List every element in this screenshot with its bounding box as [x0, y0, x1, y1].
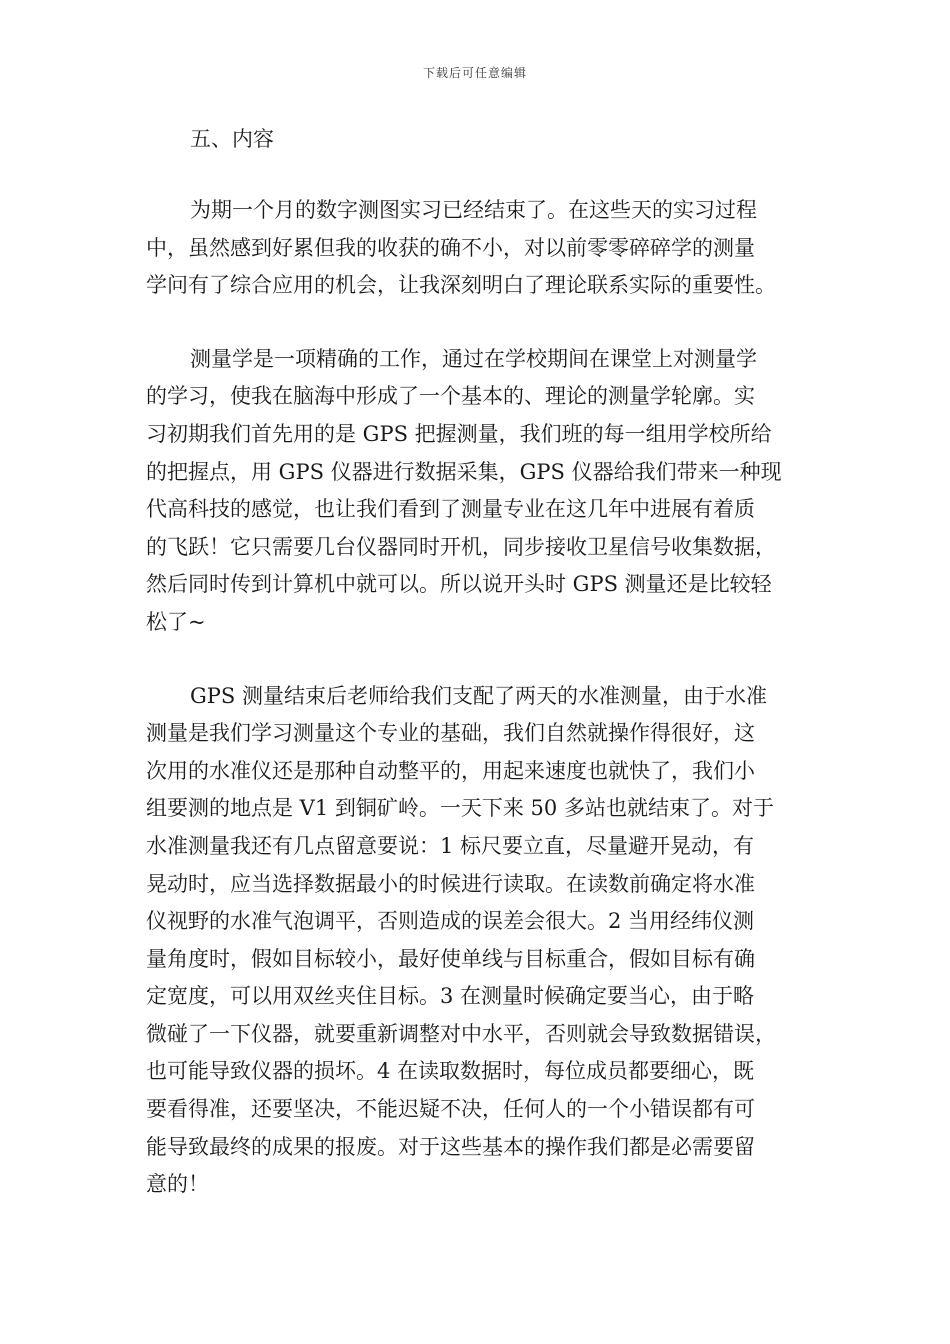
page-header: 下载后可任意编辑 — [422, 66, 527, 80]
spacer — [146, 642, 810, 678]
paragraph-line: 微碰了一下仪器，就要重新调整对中水平，否则就会导致数据错误， — [146, 1021, 776, 1046]
paragraph-line: 学问有了综合应用的机会，让我深刻明白了理论联系实际的重要性。 — [146, 273, 776, 298]
paragraph-line: 代高科技的感觉，也让我们看到了测量专业在这几年中进展有着质 — [146, 497, 755, 522]
paragraph-3 — [146, 678, 810, 1204]
paragraph-line: GPS 测量结束后老师给我们支配了两天的水准测量，由于水准 — [190, 683, 767, 708]
document-body — [146, 120, 810, 1204]
paragraph-line: 的飞跃！它只需要几台仪器同时开机，同步接收卫星信号收集数据， — [146, 534, 776, 559]
paragraph-1 — [146, 192, 810, 305]
paragraph-line: 中，虽然感到好累但我的收获的确不小，对以前零零碎碎学的测量 — [146, 235, 755, 260]
section-heading: 五、内容 — [190, 127, 274, 151]
paragraph-line: 测量学是一项精确的工作，通过在学校期间在课堂上对测量学 — [190, 346, 757, 371]
paragraph-line: 定宽度，可以用双丝夹住目标。3 在测量时候确定要当心，由于略 — [146, 984, 755, 1009]
paragraph-line: 要看得准，还要坚决，不能迟疑不决，任何人的一个小错误都有可 — [146, 1097, 755, 1122]
paragraph-line: 的把握点，用 GPS 仪器进行数据采集，GPS 仪器给我们带来一种现 — [146, 459, 782, 484]
paragraph-line: 意的！ — [146, 1172, 209, 1197]
spacer — [146, 158, 810, 192]
paragraph-line: 仪视野的水准气泡调平，否则造成的误差会很大。2 当用经纬仪测 — [146, 909, 755, 934]
paragraph-line: 为期一个月的数字测图实习已经结束了。在这些天的实习过程 — [190, 198, 757, 222]
paragraph-line: 松了~ — [146, 609, 206, 634]
paragraph-line: 习初期我们首先用的是 GPS 把握测量，我们班的每一组用学校所给 — [146, 421, 772, 446]
paragraph-line: 然后同时传到计算机中就可以。所以说开头时 GPS 测量还是比较轻 — [146, 572, 772, 597]
paragraph-line: 的学习，使我在脑海中形成了一个基本的、理论的测量学轮廓。实 — [146, 384, 755, 409]
paragraph-line: 水准测量我还有几点留意要说：1 标尺要立直，尽量避开晃动，有 — [146, 833, 755, 858]
paragraph-line: 晃动时，应当选择数据最小的时候进行读取。在读数前确定将水准 — [146, 871, 755, 896]
paragraph-line: 次用的水准仪还是那种自动整平的，用起来速度也就快了，我们小 — [146, 758, 755, 783]
paragraph-line: 能导致最终的成果的报废。对于这些基本的操作我们都是必需要留 — [146, 1134, 755, 1159]
paragraph-line: 组要测的地点是 V1 到铜矿岭。一天下来 50 多站也就结束了。对于 — [146, 796, 774, 821]
spacer — [146, 305, 810, 341]
paragraph-line: 也可能导致仪器的损坏。4 在读取数据时，每位成员都要细心，既 — [146, 1059, 755, 1084]
paragraph-line: 量角度时，假如目标较小，最好使单线与目标重合，假如目标有确 — [146, 946, 755, 971]
paragraph-2 — [146, 341, 810, 642]
paragraph-line: 测量是我们学习测量这个专业的基础，我们自然就操作得很好，这 — [146, 721, 755, 746]
